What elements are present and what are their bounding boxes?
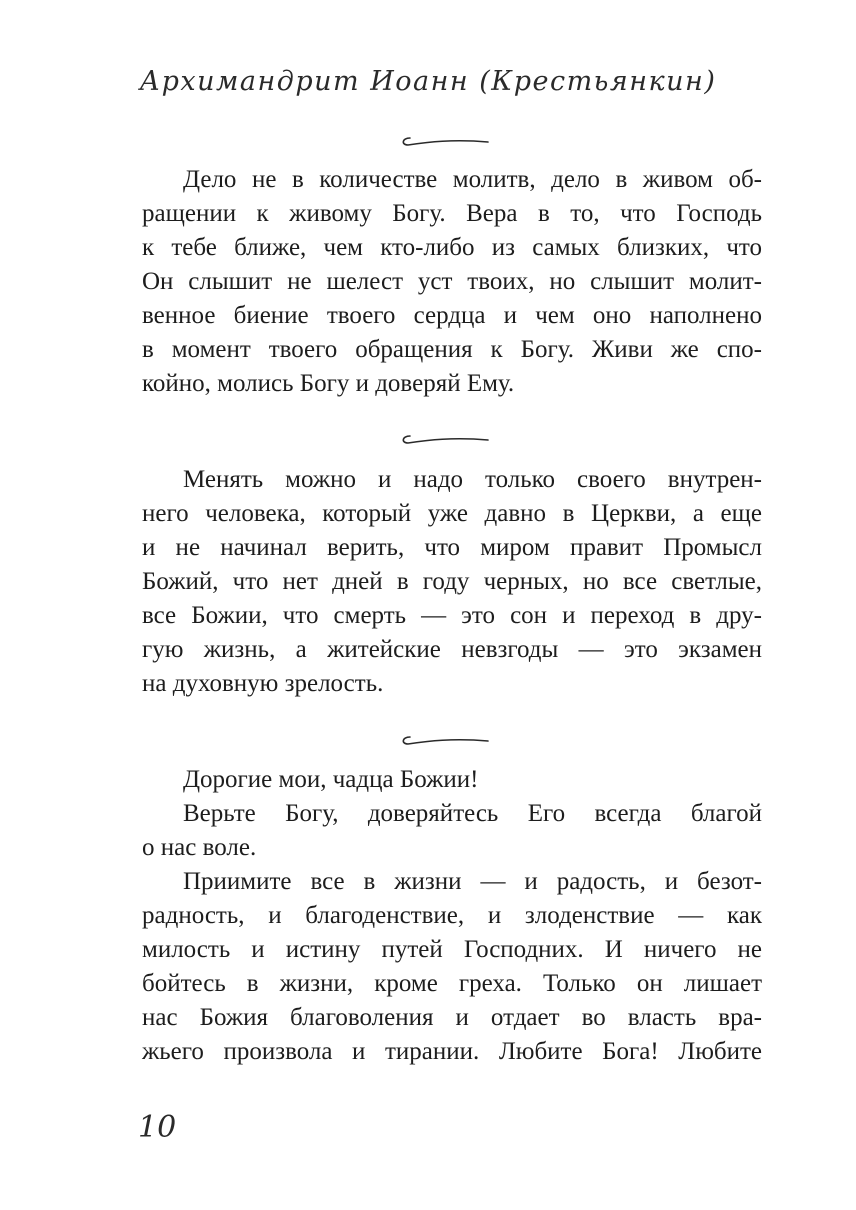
text-line: Дело не в количестве молитв, дело в живом об- bbox=[183, 166, 762, 193]
text-line: Менять можно и надо только своего внутрен- bbox=[183, 466, 762, 493]
text-line: нас Божия благоволения и отдает во власть вра- bbox=[142, 1004, 762, 1031]
text-line: радность, и благоденствие, и злоденствие — как bbox=[142, 902, 762, 929]
running-head-title: Архимандрит Иоанн (Крестьянкин) bbox=[139, 66, 717, 97]
text-line: койно, молись Богу и доверяй Ему. bbox=[142, 370, 515, 397]
text-line: Дорогие мои, чадца Божии! bbox=[183, 766, 479, 793]
text-line: него человека, который уже давно в Церкви, а еще bbox=[142, 500, 762, 527]
text-section-1 bbox=[142, 163, 762, 401]
text-section-2 bbox=[142, 463, 762, 701]
flourish-ornament-icon bbox=[398, 732, 492, 748]
text-line: в момент твоего обращения к Богу. Живи же спо- bbox=[142, 336, 762, 363]
text-line: бойтесь в жизни, кроме греха. Только он лишает bbox=[142, 970, 762, 997]
text-line: венное биение твоего сердца и чем оно наполнено bbox=[142, 302, 762, 329]
text-line: гую жизнь, а житейские невзгоды — это экзамен bbox=[142, 636, 762, 663]
text-line: Приимите все в жизни — и радость, и безот- bbox=[183, 868, 762, 895]
text-line: жьего произвола и тирании. Любите Бога! Любите bbox=[142, 1038, 762, 1065]
text-section-3 bbox=[142, 763, 762, 1069]
page-number: 10 bbox=[138, 1110, 177, 1145]
text-line: все Божии, что смерть — это сон и переход в дру- bbox=[142, 602, 762, 629]
text-line: и не начинал верить, что миром правит Промысл bbox=[142, 534, 762, 561]
flourish-ornament-icon bbox=[398, 431, 492, 447]
text-line: милость и истину путей Господних. И ничего не bbox=[142, 936, 762, 963]
text-line: к тебе ближе, чем кто-либо из самых близких, что bbox=[142, 234, 762, 261]
text-line: на духовную зрелость. bbox=[142, 670, 384, 697]
text-line: Божий, что нет дней в году черных, но все светлые, bbox=[142, 568, 762, 595]
flourish-ornament-icon bbox=[398, 133, 492, 149]
text-line: Он слышит не шелест уст твоих, но слышит молит- bbox=[142, 268, 762, 295]
text-line: Верьте Богу, доверяйтесь Его всегда благой bbox=[183, 800, 762, 827]
text-line: о нас воле. bbox=[142, 834, 257, 861]
text-line: ращении к живому Богу. Вера в то, что Господь bbox=[142, 200, 762, 227]
